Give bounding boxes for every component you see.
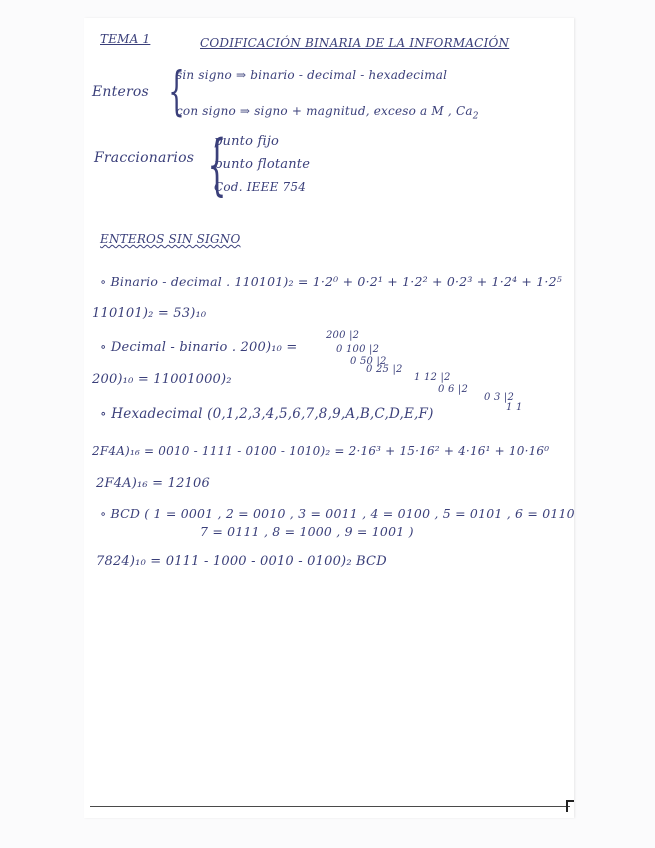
hexadecimal-line: ∘ Hexadecimal (0,1,2,3,4,5,6,7,8,9,A,B,C,D,E,F)	[100, 406, 434, 422]
enteros-brace: {	[168, 62, 185, 122]
page-bottom-rule	[90, 806, 570, 807]
topic-number: TEMA 1	[100, 32, 151, 46]
page-corner-mark	[566, 800, 574, 812]
fraccionarios-item: Cod. IEEE 754	[214, 180, 307, 194]
enteros-con-signo: con signo ⇒ signo + magnitud, exceso a M , $Ca_2$	[176, 104, 479, 122]
division-step: 0 25 |2	[366, 364, 403, 375]
division-step: 200 |2	[326, 330, 360, 341]
bcd-example: 7824)₁₀ = 0111 - 1000 - 0010 - 0100)₂ BCD	[96, 554, 387, 569]
fraccionarios-item: punto flotante	[214, 157, 311, 172]
enteros-sin-signo: sin signo ⇒ binario - decimal - hexadecimal	[176, 68, 448, 82]
page-title: CODIFICACIÓN BINARIA DE LA INFORMACIÓN	[200, 36, 510, 50]
fraccionarios-brace: {	[207, 126, 227, 203]
division-step: 0 3 |2	[484, 392, 515, 403]
division-step: 1 1	[506, 402, 523, 413]
binary-decimal-line: ∘ Binario - decimal . 110101)₂ = 1·2⁰ + 0·2¹ + 1·2² + 0·2³ + 1·2⁴ + 1·2⁵	[100, 274, 562, 289]
hexadecimal-example: 2F4A)₁₆ = 0010 - 1111 - 0100 - 1010)₂ = 2·16³ + 15·16² + 4·16¹ + 10·16⁰	[92, 444, 550, 458]
fraccionarios-label: Fraccionarios	[94, 150, 195, 166]
decimal-binary-result: 200)₁₀ = 11001000)₂	[92, 372, 232, 387]
division-step: 0 6 |2	[438, 384, 469, 395]
division-step: 1 12 |2	[414, 372, 451, 383]
division-step: 0 50 |2	[350, 356, 387, 367]
bcd-line-2: 7 = 0111 , 8 = 1000 , 9 = 1001 )	[200, 524, 414, 539]
binary-decimal-result: 110101)₂ = 53)₁₀	[92, 306, 207, 321]
bcd-line-1: ∘ BCD ( 1 = 0001 , 2 = 0010 , 3 = 0011 , 4 = 0100 , 5 = 0101 , 6 = 0110	[100, 506, 575, 521]
section-heading: ENTEROS SIN SIGNO	[100, 232, 241, 246]
decimal-binary-line: ∘ Decimal - binario . 200)₁₀ =	[100, 340, 298, 355]
fraccionarios-item: punto fijo	[214, 134, 280, 149]
division-step: 0 100 |2	[336, 344, 380, 355]
enteros-label: Enteros	[92, 84, 149, 100]
hexadecimal-result: 2F4A)₁₆ = 12106	[96, 476, 210, 491]
